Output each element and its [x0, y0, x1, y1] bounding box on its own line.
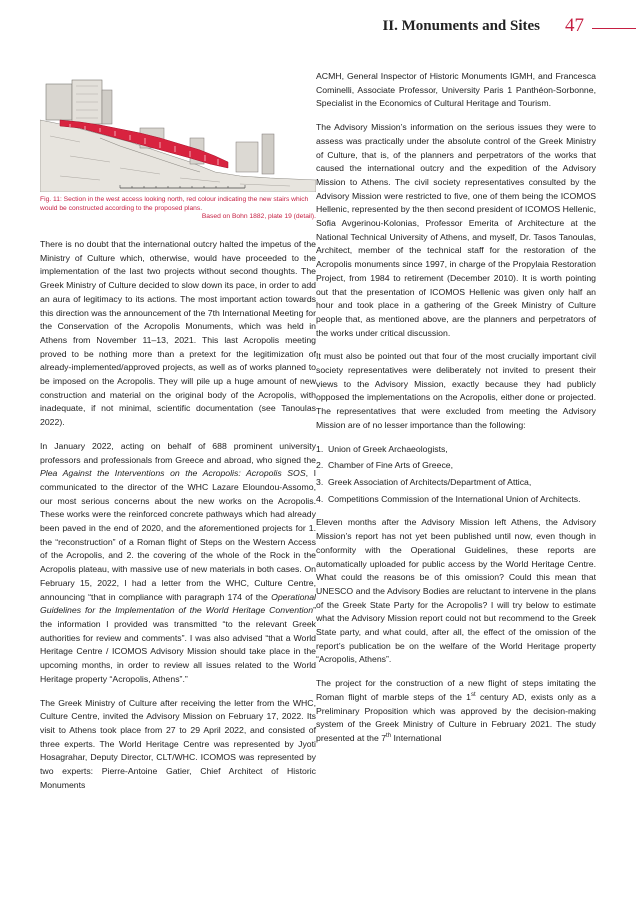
caption-source: Based on Bohn 1882, plate 19 (detail). [201, 213, 316, 221]
paragraph [316, 677, 596, 746]
list-item [316, 476, 596, 490]
section-drawing-svg [40, 76, 316, 192]
text-run: In January 2022, acting on behalf of 688 prominent university professors and professionals from Greece and abroad, who signed the [40, 440, 316, 465]
superscript: st [471, 691, 476, 698]
list-item [316, 493, 596, 507]
page-number: 47 [565, 15, 584, 36]
superscript: th [386, 733, 392, 740]
list-text: Union of Greek Archaeologists, [328, 443, 448, 454]
text-run: , I communicated to the director of the WHC Lazare Eloundou-Assomo, our most serious concerns about the new works on the Acropolis. These works were the reinforced concrete pathways which had already been paved in the end of 2020, and the aforementioned projects for 1. the “reconstruction” of a Roman flight of Steps on the Western Access of the Acropolis, and 2. the covering of the whole of the Rock in the Acropolis plateau, with massive use of new materials in both cases. On February 15, 2022, I had a letter from the WHC, Culture Centre, announcing “that in compliance with paragraph 174 of the [40, 468, 316, 602]
list-number: 2. [316, 460, 324, 471]
list-text: Competitions Commission of the International Union of Architects. [328, 493, 581, 504]
guidelines-title: Operational Guidelines for the Implementation of the World Heritage Convention [40, 591, 316, 616]
paragraph: The Greek Ministry of Culture after receiving the letter from the WHC, Culture Centre, invited the Advisory Mission on February 17, 2022. Its visit to Athens took place from 27 to 29 April 2022, and consisted of three experts. The World Heritage Centre was represented by Jyoti Hosagrahar, Deputy Director, CLT/WHC. ICOMOS was represented by two experts: Pierre-Antoine Gatier, Chief Architect of Historic Monuments [40, 697, 316, 790]
section-title: II. Monuments and Sites [382, 18, 540, 34]
paragraph: Eleven months after the Advisory Mission left Athens, the Advisory Mission’s report has not yet been published until now, even though in conformity with the Operational Guidelines, these reports are automatically uploaded for public access by the World Heritage Centre. What could the reasons be of this omission? Could this mean that UNESCO and the Advisory Bodies are reluctant to intervene in the plans of the Greek State Party for the Acropolis? I will try below to estimate what the Advisory Mission report could not but recommend to the Greek State party, and what could, after all, the effect of the omission of the report’s publication be on the welfare of the World Heritage property “Acropolis, Athens”. [316, 517, 596, 665]
paragraph: The Advisory Mission’s information on the serious issues they were to assess was practically under the absolute control of the Greek Ministry of Culture, that is, of the planners and perpetrators of the works that caused the international outcry and the expedition of the Advisory Mission to Athens. The civil society representatives consulted by the Advisory Mission were restricted to five, one of them being the ICOMOS Hellenic, represented by the then second president of ICOMOS Hellenic, Sofia Avgerinou-Kolonias, Professor Emerita of Architecture at the National Technical University of Athens, and myself, Dr. Tasos Tanoulas, Architect, member of the technical staff for the restoration of the Acropolis monuments since 1997, in charge of the Propylaia Restoration Project, from 1984 to retirement (December 2010). It is worth pointing out that the presentation of ICOMOS Hellenic was given only half an hour and took place in a gathering of the Greek Ministry of Culture people that, as mentioned above, are the planners and perpetrators of the works under critical discussion. [316, 122, 596, 338]
text-run: century AD, exists only as a Preliminary Proposition which was approved by the decision-making system of the Greek Ministry of Culture in February 2021. The study presented at the 7 [316, 691, 596, 743]
left-column [40, 238, 316, 802]
plea-title: Plea Against the Interventions on the Acropolis: Acropolis SOS [40, 468, 306, 479]
running-header [0, 16, 636, 40]
list-text: Greek Association of Architects/Department of Attica, [328, 476, 532, 487]
list-text: Chamber of Fine Arts of Greece, [328, 460, 454, 471]
list-item [316, 443, 596, 457]
list-item [316, 459, 596, 473]
figure-caption [40, 196, 316, 222]
right-column [316, 70, 596, 756]
header-rule [592, 28, 636, 29]
text-run: International [391, 732, 442, 743]
list-number: 3. [316, 476, 324, 487]
list-number: 4. [316, 493, 324, 504]
list-number: 1. [316, 443, 324, 454]
text-run: The project for the construction of a new flight of steps imitating the Roman flight of marble steps of the 1 [316, 678, 596, 702]
section-drawing [40, 76, 316, 192]
text-run: ” the information I provided was transmitted “to the relevant Greek authorities for review and comments”. I was also advised “that a World Heritage Centre / ICOMOS Advisory Mission should take place in the upcoming months, in order to review all issues related to the World Heritage property “Acropolis, Athens”.” [40, 605, 316, 684]
paragraph [40, 440, 316, 687]
excluded-representatives-list [316, 443, 596, 507]
paragraph: ACMH, General Inspector of Historic Monuments IGMH, and Francesca Cominelli, Associate Professor, University Paris 1 Panthéon-Sorbonne, Specialist in the Economics of Cultural Heritage and Tourism. [316, 71, 596, 109]
paragraph: There is no doubt that the international outcry halted the impetus of the Ministry of Culture which, otherwise, would have proceeded to the implementation of the last two projects without second thoughts. The Greek Ministry of Culture decided to slow down its pace, in order to add an aura of legitimacy to its actions. The most important action towards this direction was the announcement of the 7th International Meeting for the Conservation of the Acropolis Monuments, which was held in Athens from November 11–13, 2021. This last Acropolis meeting proved to be nothing more than a pretext for the legitimization of already-implemented/approved projects, as well as of works planned to be imposed on the Acropolis. They will pile up a huge amount of new construction and material on the original body of the Acropolis, with inadequate, if not minimal, scientific documentation (see Tanoulas 2022). [40, 239, 316, 428]
paragraph: It must also be pointed out that four of the most crucially important civil society representatives were deliberately not invited to present their views to the Advisory Mission, exactly because they had publicly opposed the implementations on the Acropolis, either done or projected. The representatives that were excluded from meeting the Advisory Mission are of no lesser importance than the following: [316, 351, 596, 430]
caption-text: Fig. 11: Section in the west access looking north, red colour indicating the new stairs which would be constructed according to the proposed plans. [40, 196, 309, 212]
